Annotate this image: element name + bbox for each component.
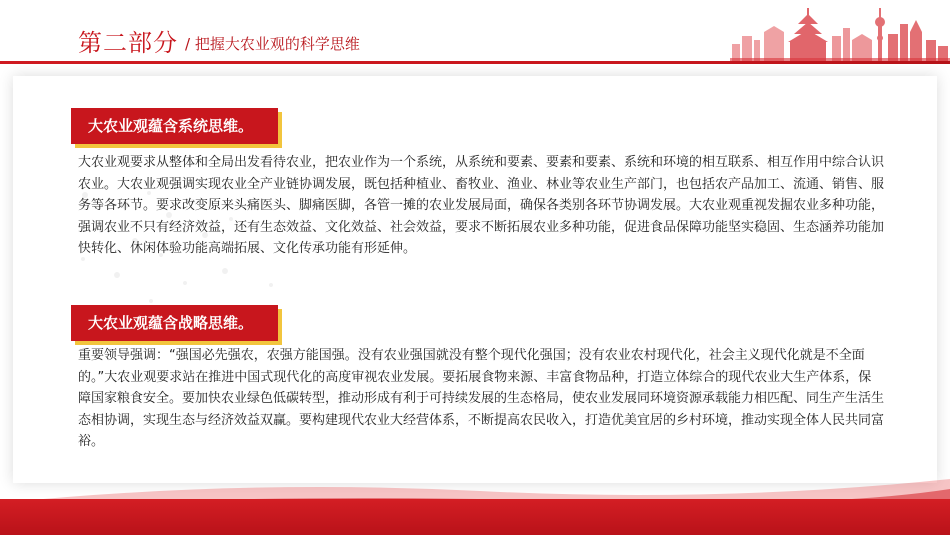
slide-header [0, 0, 950, 68]
paragraph-systems-thinking: 大农业观要求从整体和全局出发看待农业，把农业作为一个系统，从系统和要素、要素和要素、系统和环境的相互联系、相互作用中综合认识农业。大农业观强调实现农业全产业链协调发展，既包括种植业、畜牧业、渔业、林业等农业生产部门，也包括农产品加工、流通、销售、服务等各环节。要求改变原来头痛医头、脚痛医脚，各管一摊的农业发展局面，确保各类别各环节协调发展。大农业观重视发掘农业多种功能，强调农业不只有经济效益，还有生态效益、文化效益、社会效益，要求不断拓展农业多种功能，促进食品保障功能坚实稳固、生态涵养功能加快转化、休闲体验功能高端拓展、文化传承功能有形延伸。 [78, 155, 885, 256]
section-label-systems-thinking: 大农业观蕴含系统思维。 [71, 108, 278, 144]
city-skyline-decoration [730, 6, 950, 62]
section-label-strategic-thinking: 大农业观蕴含战略思维。 [71, 305, 278, 341]
footer-bar [0, 499, 950, 535]
section-subtitle: / 把握大农业观的科学思维 [185, 35, 360, 53]
section-title: 第二部分 [78, 29, 178, 57]
paragraph-strategic-thinking: 重要领导强调：“强国必先强农，农强方能国强。没有农业强国就没有整个现代化强国；没有农业农村现代化，社会主义现代化就是不全面的。”大农业观要求站在推进中国式现代化的高度审视农业发展。要拓展食物来源、丰富食物品种，打造立体综合的现代农业大生产体系，保障国家粮食安全。要加快农业绿色低碳转型，推动形成有利于可持续发展的生态格局，使农业发展同环境资源承载能力相匹配、同生产生活生态相协调，实现生态与经济效益双赢。要构建现代农业大经营体系，不断提高农民收入，打造优美宜居的乡村环境，推动实现全体人民共同富裕。 [78, 348, 885, 449]
header-divider [0, 61, 950, 64]
